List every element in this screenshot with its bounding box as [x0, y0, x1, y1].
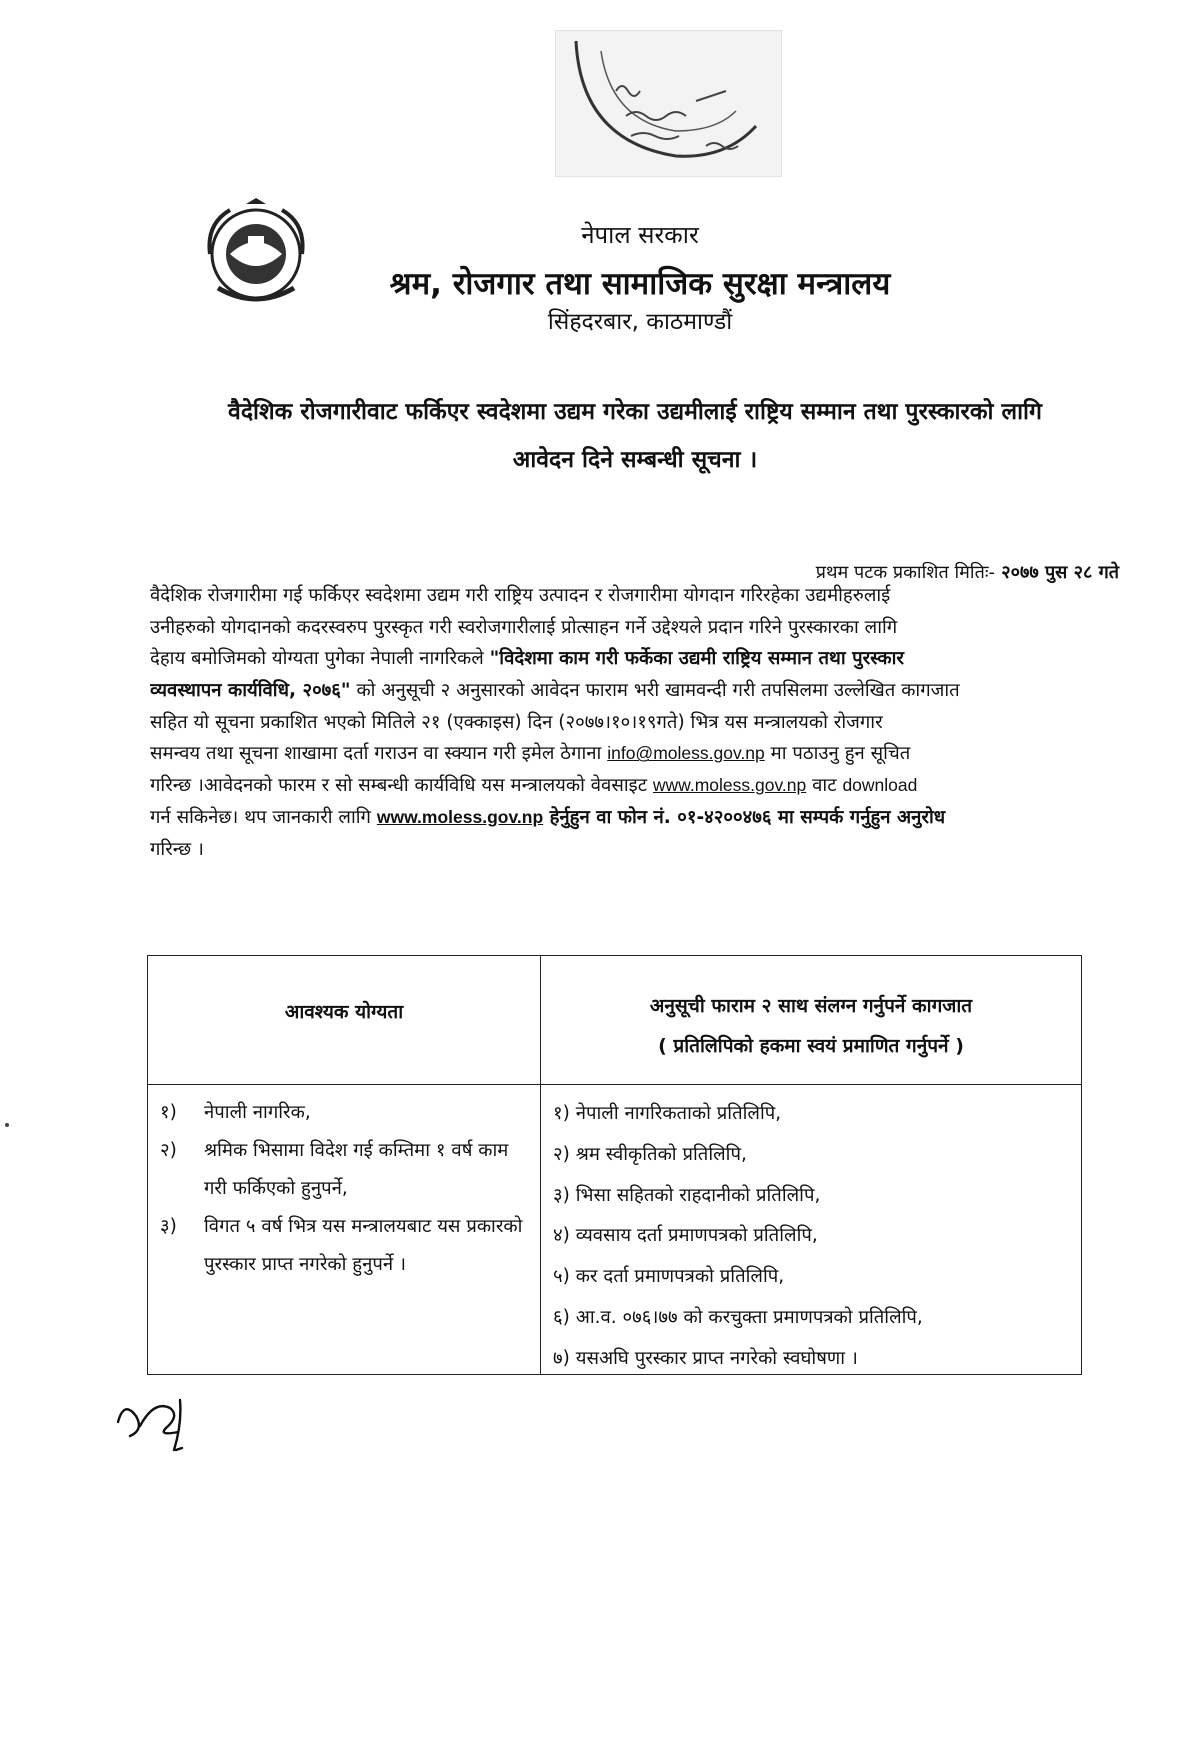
documents-header-line-2: ( प्रतिलिपिको हकमा स्वयं प्रमाणित गर्नुपर्ने )	[658, 1035, 964, 1057]
list-item	[160, 1132, 530, 1208]
body-line	[150, 770, 1118, 802]
published-date-label: प्रथम पटक प्रकाशित मितिः-	[815, 562, 995, 583]
body-line: उनीहरुको योगदानको कदरस्वरुप पुरस्कृत गरी स्वरोजगारीलाई प्रोत्साहन गर्ने उद्देश्यले प्रदान गरिने पुरस्कारका लागि	[150, 616, 898, 638]
body-text: समन्वय तथा सूचना शाखामा दर्ता गराउन वा स्क्यान गरी इमेल ठेगाना	[150, 743, 608, 765]
ministry-name: श्रम, रोजगार तथा सामाजिक सुरक्षा मन्त्रालय	[389, 266, 891, 302]
body-line	[150, 738, 1118, 770]
documents-header-line-1: अनुसूची फाराम २ साथ संलग्न गर्नुपर्ने कागजात	[649, 995, 973, 1017]
subject-line-1: वैदेशिक रोजगारीवाट फर्किएर स्वदेशमा उद्यम गरेका उद्यमीलाई राष्ट्रिय सम्मान तथा पुरस्कारको लागि	[228, 399, 1042, 425]
body-text: वाट	[806, 775, 843, 797]
body-line: सहित यो सूचना प्रकाशित भएको मितिले २१ (एक्काइस) दिन (२०७७।१०।१९गते) भित्र यस मन्त्रालयको रोजगार	[150, 711, 883, 733]
documents-list	[553, 1094, 1069, 1380]
website-link[interactable]: www.moless.gov.np	[376, 806, 544, 827]
body-line	[150, 802, 1118, 834]
body-text: गरिन्छ ।आवेदनको फारम र सो सम्बन्धी कार्यविधि यस मन्त्रालयको वेवसाइट	[150, 775, 653, 797]
list-item: ४) व्यवसाय दर्ता प्रमाणपत्रको प्रतिलिपि,	[553, 1225, 818, 1247]
list-item	[160, 1208, 530, 1284]
body-line	[150, 643, 1118, 675]
list-item: ५) कर दर्ता प्रमाणपत्रको प्रतिलिपि,	[553, 1266, 785, 1288]
email-link[interactable]: info@moless.gov.np	[607, 743, 765, 764]
notice-body	[150, 580, 1118, 865]
signature-icon	[110, 1392, 220, 1462]
body-text: हेर्नुहुन वा फोन नं. ०१-४२००४७६ मा सम्पर्क गर्नुहुन अनुरोध	[543, 806, 946, 828]
download-text: download	[842, 775, 918, 796]
body-text: देहाय बमोजिमको योग्यता पुगेका नेपाली नागरिकले	[150, 648, 490, 670]
item-number: ३)	[160, 1216, 177, 1237]
notice-subject	[150, 388, 1120, 484]
scan-speck	[5, 1123, 9, 1127]
requirements-column-header: आवश्यक योग्यता	[284, 1001, 404, 1023]
body-line	[150, 675, 1118, 707]
body-line: गरिन्छ ।	[150, 838, 204, 860]
subject-line-2: आवेदन दिने सम्बन्धी सूचना ।	[512, 447, 758, 473]
item-number: १)	[160, 1102, 177, 1123]
list-item: ७) यसअघि पुरस्कार प्राप्त नगरेको स्वघोषणा ।	[553, 1347, 858, 1369]
seal-icon	[556, 31, 781, 176]
government-name: नेपाल सरकार	[581, 221, 699, 249]
item-text: श्रमिक भिसामा विदेश गई कम्तिमा १ वर्ष काम गरी फर्किएको हुनुपर्ने,	[204, 1140, 509, 1199]
office-seal-stamp	[555, 30, 782, 177]
list-item	[160, 1094, 530, 1132]
item-text: नेपाली नागरिक,	[204, 1102, 311, 1123]
requirements-list	[160, 1094, 530, 1284]
list-item: १) नेपाली नागरिकताको प्रतिलिपि,	[553, 1103, 782, 1124]
website-link[interactable]: www.moless.gov.np	[652, 775, 807, 796]
ministry-address: सिंहदरबार, काठमाण्डौं	[547, 309, 733, 335]
eligibility-table	[147, 955, 1082, 1375]
procedure-title: "विदेशमा काम गरी फर्केका उद्यमी राष्ट्रिय सम्मान तथा पुरस्कार	[489, 648, 904, 670]
published-date-value: २०७७ पुस २८ गते	[1001, 562, 1119, 583]
body-text: को अनुसूची २ अनुसारको आवेदन फाराम भरी खामवन्दी गरी तपसिलमा उल्लेखित कागजात	[350, 680, 960, 702]
item-text: विगत ५ वर्ष भित्र यस मन्त्रालयबाट यस प्रकारको पुरस्कार प्राप्त नगरेको हुनुपर्ने ।	[204, 1216, 523, 1275]
list-item: ३) भिसा सहितको राहदानीको प्रतिलिपि,	[553, 1184, 821, 1206]
procedure-title-end: व्यवस्थापन कार्यविधि, २०७६"	[150, 680, 351, 702]
documents-column-header	[541, 986, 1081, 1066]
body-line: वैदेशिक रोजगारीमा गई फर्किएर स्वदेशमा उद्यम गरी राष्ट्रिय उत्पादन र रोजगारीमा योगदान गरिरहेका उद्यमीहरुलाई	[150, 585, 891, 606]
body-text: मा पठाउनु हुन सूचित	[764, 743, 911, 765]
body-text: गर्न सकिनेछ। थप जानकारी लागि	[150, 806, 377, 828]
list-item: ६) आ.व. ०७६।७७ को करचुक्ता प्रमाणपत्रको प्रतिलिपि,	[553, 1306, 923, 1328]
list-item: २) श्रम स्वीकृतिको प्रतिलिपि,	[553, 1143, 747, 1165]
table-divider	[148, 1084, 1081, 1085]
nepal-government-emblem-icon	[200, 196, 312, 308]
item-number: २)	[160, 1140, 177, 1161]
